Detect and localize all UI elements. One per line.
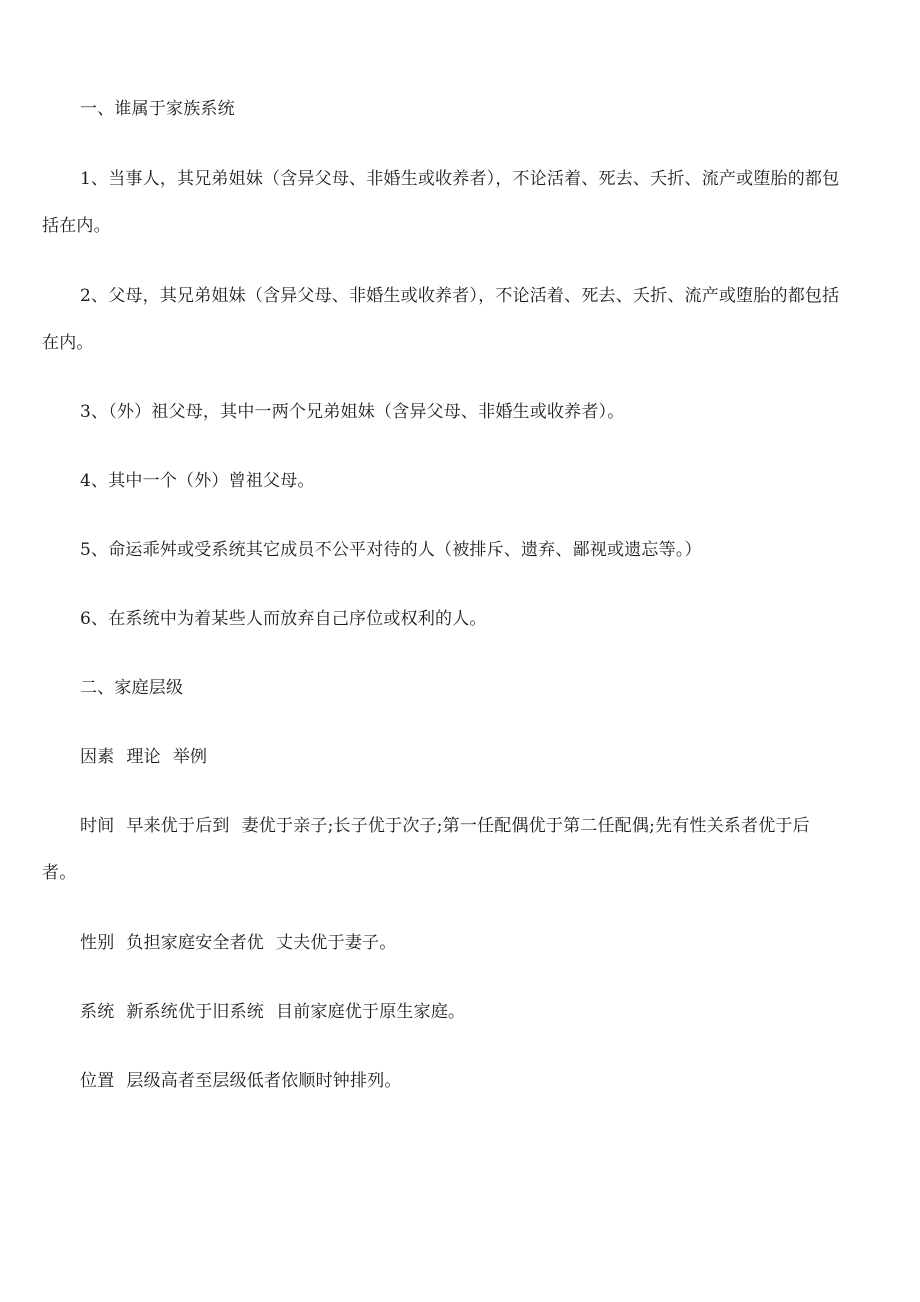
row-theory: 新系统优于旧系统	[126, 1002, 265, 1022]
section2-heading: 二、家庭层级	[80, 678, 184, 698]
list-item-6: 6、在系统中为着某些人而放弃自己序位或权利的人。	[80, 609, 487, 629]
list-item-4: 4、其中一个（外）曾祖父母。	[80, 471, 315, 491]
list-item-1-line2: 括在内。	[42, 216, 111, 236]
row-factor: 性别	[80, 933, 115, 953]
table-header	[80, 746, 207, 768]
table-row-time	[80, 815, 810, 837]
section1-heading: 一、谁属于家族系统	[80, 99, 235, 119]
row-factor: 系统	[80, 1002, 115, 1022]
row-example: 目前家庭优于原生家庭。	[276, 1002, 466, 1022]
row-example: 丈夫优于妻子。	[276, 933, 397, 953]
table-row-time-cont: 者。	[42, 863, 77, 883]
list-item-2-line2: 在内。	[42, 333, 94, 353]
table-row-system	[80, 1001, 465, 1023]
table-row-position	[80, 1070, 402, 1092]
header-theory: 理论	[126, 747, 161, 767]
row-factor: 时间	[80, 816, 115, 836]
header-factor: 因素	[80, 747, 115, 767]
row-theory: 层级高者至层级低者依顺时钟排列。	[126, 1071, 402, 1091]
table-row-gender	[80, 932, 396, 954]
list-item-3: 3、（外）祖父母，其中一两个兄弟姐妹（含异父母、非婚生或收养者）。	[80, 402, 625, 422]
row-theory: 负担家庭安全者优	[126, 933, 265, 953]
row-example: 妻优于亲子;长子优于次子;第一任配偶优于第二任配偶;先有性关系者优于后	[241, 816, 810, 836]
header-example: 举例	[172, 747, 208, 767]
list-item-1-line1: 1、当事人，其兄弟姐妹（含异父母、非婚生或收养者），不论活着、死去、夭折、流产或堕胎的都包	[80, 169, 840, 189]
list-item-2-line1: 2、父母，其兄弟姐妹（含异父母、非婚生或收养者），不论活着、死去、夭折、流产或堕胎的都包括	[80, 286, 840, 306]
row-theory: 早来优于后到	[126, 816, 230, 836]
row-factor: 位置	[80, 1071, 115, 1091]
list-item-5: 5、命运乖舛或受系统其它成员不公平对待的人（被排斥、遗弃、鄙视或遗忘等。）	[80, 540, 702, 560]
